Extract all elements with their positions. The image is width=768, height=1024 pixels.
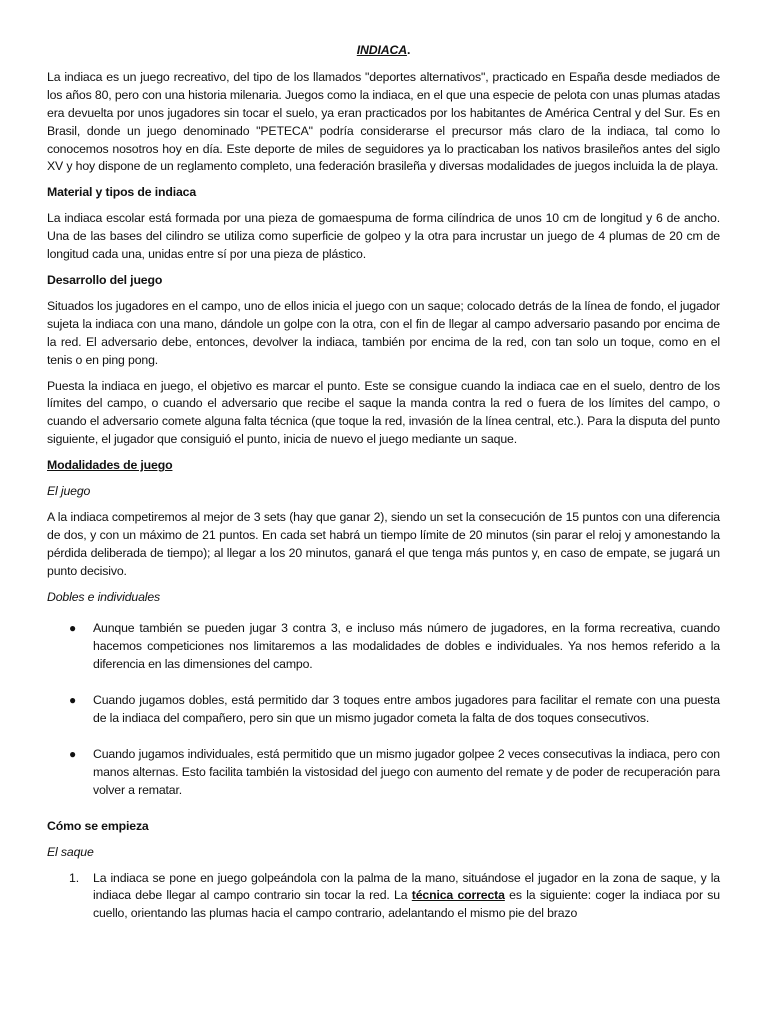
el-juego-subheading: El juego (47, 484, 91, 499)
bullet-text-1: Aunque también se pueden jugar 3 contra 3, e incluso más número de jugadores, en la forma recreativa, cuando hacemos competiciones nos limitaremos a las modalidades de dobles e individuales. Ya nos hemos referido a la diferencia en las dimensiones del campo. (93, 621, 720, 672)
title-text: INDIACA (356, 43, 407, 57)
material-heading: Material y tipos de indiaca (47, 185, 197, 200)
bullet-item-2 (47, 692, 720, 728)
desarrollo-heading: Desarrollo del juego (47, 272, 163, 287)
title-period: . (406, 43, 411, 57)
document-title (47, 42, 720, 60)
bullet-item-1 (47, 620, 720, 674)
step-text-before: La indiaca se pone en juego golpeándola con la palma de la mano, situándose el jugador en la zona de saque, y la indiaca debe llegar al campo contrario sin tocar la red. La (93, 870, 720, 903)
dobles-subheading: Dobles e individuales (47, 589, 161, 604)
bullet-text-2: Cuando jugamos dobles, está permitido dar 3 toques entre ambos jugadores para facilitar el remate con una puesta de la indiaca del compañero, pero sin que un mismo jugador cometa la falta de dos toques consecutivos. (93, 693, 720, 726)
step-keyword: técnica correcta (411, 888, 505, 903)
step-number: 1. (69, 870, 79, 885)
bullet-icon: ● (69, 747, 77, 761)
step-item-1 (47, 870, 720, 924)
saque-steps-list (47, 870, 720, 924)
bullet-text-3: Cuando jugamos individuales, está permitido que un mismo jugador golpee 2 veces consecutivas la indiaca, pero con manos alternas. Esto facilita también la vistosidad del juego con aumento del remate y de poder de recuperación para volver a rematar. (93, 747, 720, 797)
dobles-bullet-list (47, 620, 720, 799)
desarrollo-paragraph-1: Situados los jugadores en el campo, uno de ellos inicia el juego con un saque; colocado detrás de la línea de fondo, el jugador sujeta la indiaca con una mano, dándole un golpe con la otra, con el fin de llegar al campo adversario pasando por encima de la red. El adversario debe, entonces, devolver la indiaca, también por encima de la red, con tan solo un toque, como en el tenis o en ping pong. (47, 298, 720, 367)
bullet-icon: ● (69, 693, 77, 708)
intro-paragraph: La indiaca es un juego recreativo, del tipo de los llamados "deportes alternativos", practicado en España desde mediados de los años 80, pero con una historia milenaria. Juegos como la indiaca, en el que una especie de pelota con unas plumas atadas era devuelta por unos jugadores sin tocar el suelo, ya eran practicados por los habitantes de América Central y del Sur. Es en Brasil, donde un juego denominado "PETECA" podría considerarse el precursor más claro de la indiaca, tal como lo conocemos nosotros hoy en día. Este deporte de miles de seguidores ya lo practicaban los nativos brasileños antes del siglo XV y hoy dispone de un reglamento completo, una federación brasileña y diversas modalidades de juegos incluida la de playa. (47, 69, 720, 174)
bullet-icon: ● (69, 621, 77, 636)
material-paragraph: La indiaca escolar está formada por una pieza de gomaespuma de forma cilíndrica de unos 10 cm de longitud y 6 de ancho. Una de las bases del cilindro se utiliza como superficie de golpeo y la otra para incrustar un juego de 4 plumas de 20 cm de longitud cada una, unidas entre sí por una pieza de plástico. (47, 211, 720, 262)
desarrollo-paragraph-2: Puesta la indiaca en juego, el objetivo es marcar el punto. Este se consigue cuando la indiaca cae en el suelo, dentro de los límites del campo, o cuando el adversario que recibe el saque la manda contra la red o fuera de los límites del campo, o cuando el adversario comete alguna falta técnica (que toque la red, invasión de la línea central, etc.). Para la disputa del punto siguiente, el jugador que consiguió el punto, inicia de nuevo el juego mediante un saque. (47, 378, 720, 447)
step-text-after: es la siguiente: coger la indiaca por su cuello, orientando las plumas hacia el campo contrario, adelantando el mismo pie del brazo (93, 888, 720, 921)
el-saque-subheading: El saque (47, 844, 94, 859)
bullet-item-3 (47, 746, 720, 800)
el-juego-paragraph: A la indiaca competiremos al mejor de 3 sets (hay que ganar 2), siendo un set la consecución de 15 puntos con una diferencia de dos, y con un máximo de 21 puntos. En cada set habrá un tiempo límite de 20 minutos (sin parar el reloj y amonestando la pérdida deliberada de tiempo); al llegar a los 20 minutos, ganará el que tenga más puntos y, en caso de empate, se jugará un punto decisivo. (47, 509, 720, 578)
document-page (47, 42, 720, 923)
modalidades-heading: Modalidades de juego (47, 458, 173, 473)
empieza-heading: Cómo se empieza (47, 818, 149, 833)
